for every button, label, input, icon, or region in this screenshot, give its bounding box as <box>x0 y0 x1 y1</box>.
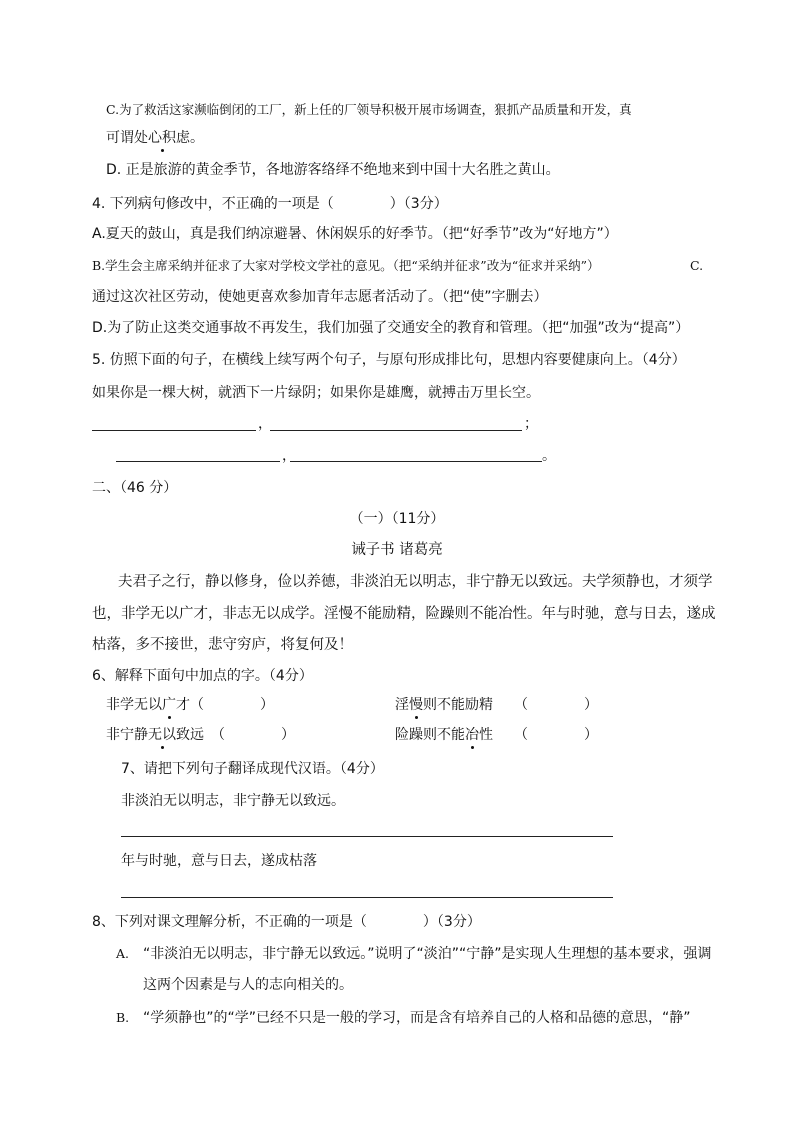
q7-sentence-1: 非淡泊无以明志，非宁静无以致远。 <box>121 793 345 809</box>
q6-item-4-text-a: 险躁则不能 <box>395 727 465 743</box>
q5-answer-blank-3[interactable] <box>116 461 280 462</box>
q8-stem: 8、下列对课文理解分析，不正确的一项是（ ）（3分） <box>92 914 481 930</box>
q6-item-2 <box>395 695 598 715</box>
q6-item-1-dotted: 广 <box>162 697 176 713</box>
q5-comma-2: ， <box>282 448 296 464</box>
q8-option-a-label: A. <box>116 946 130 961</box>
q5-answer-blank-4[interactable] <box>290 461 542 462</box>
q4-option-c-label: C. <box>690 258 704 273</box>
passage-line-3: 枯落，多不接世，悲守穷庐，将复何及！ <box>92 637 353 653</box>
q6-item-3-text-b: 致远 （ ） <box>176 727 295 743</box>
q3-option-c-text-c: 。 <box>190 130 204 146</box>
q4-option-c: 通过这次社区劳动，使她更喜欢参加青年志愿者活动了。（把“使”字删去） <box>92 289 548 305</box>
q6-item-1 <box>106 695 274 715</box>
q5-comma-1: ， <box>258 416 272 432</box>
q8-option-a-line2: 这两个因素是与人的志向相关的。 <box>143 977 353 993</box>
q7-answer-line-2[interactable] <box>121 897 613 898</box>
q3-option-d: D. 正是旅游的黄金季节，各地游客络绎不绝地来到中国十大名胜之黄山。 <box>106 162 560 178</box>
q3-option-c-line1: C.为了救活这家濒临倒闭的工厂，新上任的厂领导积极开展市场调查，狠抓产品质量和开发，真 <box>106 102 632 117</box>
q5-semicolon: ； <box>524 416 538 432</box>
q6-item-2-text-b: 则不能励精 （ ） <box>423 697 598 713</box>
q6-item-2-text-a: 淫 <box>395 697 409 713</box>
q3-option-c-dotted: 处心积虑 <box>134 130 190 146</box>
q4-option-a: A.夏天的鼓山，真是我们纳凉避暑、休闲娱乐的好季节。（把“好季节”改为“好地方”） <box>92 226 618 242</box>
q5-period: 。 <box>542 448 556 464</box>
q8-option-b-line1: “学须静也”的“学”已经不只是一般的学习，而是含有培养自己的人格和品德的意思，“静” <box>143 1010 691 1026</box>
section-2-heading: 二、（46 分） <box>92 480 178 496</box>
q5-answer-blank-1[interactable] <box>92 430 256 431</box>
q6-item-3-dotted: 无以 <box>148 727 176 743</box>
q5-answer-blank-2[interactable] <box>270 430 522 431</box>
q6-item-4 <box>395 725 598 745</box>
q5-stem: 5. 仿照下面的句子，在横线上续写两个句子，与原句形成排比句，思想内容要健康向上。（4分） <box>92 352 686 368</box>
q4-option-d: D.为了防止这类交通事故不再发生，我们加强了交通安全的教育和管理。（把“加强”改为“提高”） <box>92 320 690 336</box>
q6-item-4-text-b: 性 （ ） <box>479 727 598 743</box>
q5-example: 如果你是一棵大树，就洒下一片绿阴；如果你是雄鹰，就搏击万里长空。 <box>92 385 540 401</box>
q4-option-b: B.学生会主席采纳并征求了大家对学校文学社的意见。（把“采纳并征求”改为“征求并采纳”） <box>92 258 600 273</box>
q6-item-1-text-a: 非学无以 <box>106 697 162 713</box>
q6-item-3 <box>106 725 295 745</box>
q7-sentence-2: 年与时驰，意与日去，遂成枯落 <box>121 853 317 869</box>
section-2-part-heading: （一）（11分） <box>349 511 445 527</box>
passage-title: 诫子书 诸葛亮 <box>351 542 443 558</box>
passage-line-1: 夫君子之行，静以修身，俭以养德，非淡泊无以明志，非宁静无以致远。夫学须静也，才须学 <box>118 574 713 590</box>
q6-item-4-dotted: 冶 <box>465 727 479 743</box>
q6-stem: 6、解释下面句中加点的字。（4分） <box>92 668 313 684</box>
q7-stem: 7、请把下列句子翻译成现代汉语。（4分） <box>121 761 384 777</box>
q4-stem: 4. 下列病句修改中，不正确的一项是（ ）（3分） <box>92 196 448 212</box>
q3-option-c-line2 <box>106 128 204 148</box>
q8-option-b-label: B. <box>116 1010 130 1025</box>
q6-item-1-text-b: 才（ ） <box>176 697 274 713</box>
q8-option-a-line1: “非淡泊无以明志，非宁静无以致远。”说明了“淡泊”“宁静”是实现人生理想的基本要求，强调 <box>143 946 712 962</box>
passage-line-2: 也，非学无以广才，非志无以成学。淫慢不能励精，险躁则不能冶性。年与时驰，意与日去，遂成 <box>92 606 716 622</box>
q7-answer-line-1[interactable] <box>121 836 613 837</box>
q6-item-3-text-a: 非宁静 <box>106 727 148 743</box>
q6-item-2-dotted: 慢 <box>409 697 423 713</box>
q3-option-c-text-a: 可谓 <box>106 130 134 146</box>
